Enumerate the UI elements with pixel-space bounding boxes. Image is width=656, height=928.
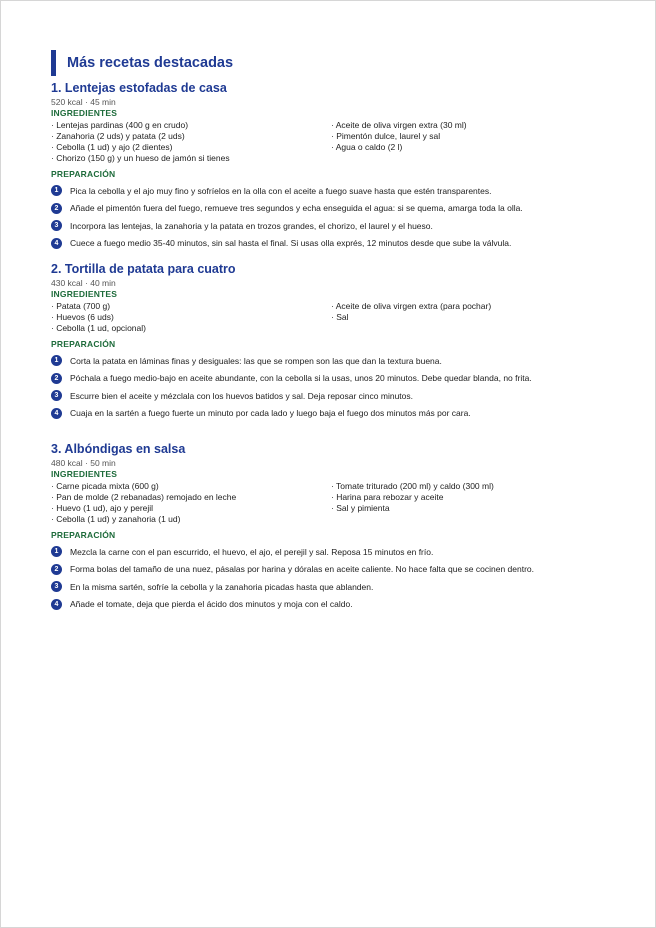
- ingredients-label: INGREDIENTES: [51, 289, 118, 299]
- ingredients-column-left: [51, 481, 331, 525]
- ingredients-column-right: [331, 120, 611, 164]
- ingredient-item: · Huevos (6 uds): [51, 312, 114, 322]
- step-item: [51, 561, 611, 579]
- step-text: Pica la cebolla y el ajo muy fino y sofríelos en la olla con el aceite a fuego suave hasta que estén transparentes.: [70, 185, 492, 196]
- step-item: [51, 370, 611, 388]
- ingredients-list: [51, 120, 611, 164]
- step-number-badge: 1: [51, 185, 62, 196]
- ingredient-item: · Pimentón dulce, laurel y sal: [331, 131, 441, 141]
- recipe-title: 1. Lentejas estofadas de casa: [51, 81, 227, 95]
- ingredient-item: · Sal y pimienta: [331, 503, 390, 513]
- step-item: [51, 578, 611, 596]
- step-text: En la misma sartén, sofríe la cebolla y la zanahoria picadas hasta que ablanden.: [70, 581, 374, 592]
- ingredients-label: INGREDIENTES: [51, 108, 118, 118]
- preparation-label: PREPARACIÓN: [51, 169, 116, 179]
- step-item: [51, 596, 611, 614]
- ingredient-item: · Aceite de oliva virgen extra (30 ml): [331, 120, 467, 130]
- recipe-meta: 430 kcal · 40 min: [51, 278, 116, 288]
- steps-list: [51, 543, 611, 613]
- ingredients-list: [51, 481, 611, 525]
- recipe-title: 2. Tortilla de patata para cuatro: [51, 262, 236, 276]
- preparation-label: PREPARACIÓN: [51, 530, 116, 540]
- step-number-badge: 3: [51, 220, 62, 231]
- ingredients-column-left: [51, 120, 331, 164]
- step-text: Póchala a fuego medio-bajo en aceite abundante, con la cebolla si la usas, unos 20 minutos. Debe quedar blanda, no frita.: [70, 373, 532, 384]
- ingredient-item: · Pan de molde (2 rebanadas) remojado en leche: [51, 492, 237, 502]
- recipe-meta: 520 kcal · 45 min: [51, 97, 116, 107]
- step-item: [51, 387, 611, 405]
- recipe-title: 3. Albóndigas en salsa: [51, 442, 186, 456]
- ingredient-item: · Cebolla (1 ud) y zanahoria (1 ud): [51, 514, 181, 524]
- ingredients-column-right: [331, 481, 611, 525]
- step-number-badge: 4: [51, 599, 62, 610]
- ingredient-item: · Harina para rebozar y aceite: [331, 492, 444, 502]
- steps-list: [51, 352, 611, 422]
- step-number-badge: 3: [51, 390, 62, 401]
- step-number-badge: 3: [51, 581, 62, 592]
- ingredients-list: [51, 301, 611, 334]
- step-number-badge: 1: [51, 355, 62, 366]
- step-number-badge: 2: [51, 564, 62, 575]
- section-header: [51, 50, 233, 76]
- ingredient-item: · Agua o caldo (2 l): [331, 142, 403, 152]
- step-text: Escurre bien el aceite y mézclala con los huevos batidos y sal. Deja reposar cinco minutos.: [70, 390, 414, 401]
- step-item: [51, 182, 611, 200]
- ingredient-item: · Tomate triturado (200 ml) y caldo (300 ml): [331, 481, 494, 491]
- step-number-badge: 1: [51, 546, 62, 557]
- ingredient-item: · Cebolla (1 ud, opcional): [51, 323, 146, 333]
- ingredient-item: · Huevo (1 ud), ajo y perejil: [51, 503, 154, 513]
- steps-list: [51, 182, 611, 252]
- ingredient-item: · Lentejas pardinas (400 g en crudo): [51, 120, 189, 130]
- step-item: [51, 235, 611, 253]
- ingredient-item: · Sal: [331, 312, 349, 322]
- step-item: [51, 200, 611, 218]
- step-number-badge: 4: [51, 408, 62, 419]
- step-item: [51, 405, 611, 423]
- ingredients-label: INGREDIENTES: [51, 469, 118, 479]
- recipe-lentejas: [51, 81, 611, 252]
- step-text: Añade el pimentón fuera del fuego, remueve tres segundos y echa enseguida el agua: si se quema, amarga toda la olla.: [70, 203, 523, 214]
- recipe-meta: 480 kcal · 50 min: [51, 458, 116, 468]
- step-number-badge: 4: [51, 238, 62, 249]
- step-item: [51, 352, 611, 370]
- ingredients-column-right: [331, 301, 611, 334]
- step-text: Cuaja en la sartén a fuego fuerte un minuto por cada lado y luego baja el fuego dos minutos más por cara.: [70, 408, 471, 419]
- ingredients-column-left: [51, 301, 331, 334]
- step-text: Mezcla la carne con el pan escurrido, el huevo, el ajo, el perejil y sal. Reposa 15 minutos en frío.: [70, 546, 434, 557]
- ingredient-item: · Zanahoria (2 uds) y patata (2 uds): [51, 131, 185, 141]
- ingredient-item: · Cebolla (1 ud) y ajo (2 dientes): [51, 142, 173, 152]
- ingredient-item: · Carne picada mixta (600 g): [51, 481, 159, 491]
- step-item: [51, 543, 611, 561]
- ingredient-item: · Chorizo (150 g) y un hueso de jamón si tienes: [51, 153, 230, 163]
- step-text: Incorpora las lentejas, la zanahoria y la patata en trozos grandes, el chorizo, el laurel y el hueso.: [70, 220, 433, 231]
- step-text: Corta la patata en láminas finas y desiguales: las que se rompen son las que dan la textura buena.: [70, 355, 442, 366]
- step-text: Forma bolas del tamaño de una nuez, pásalas por harina y dóralas en aceite caliente. No hace falta que se cocinen dentro.: [70, 564, 535, 575]
- step-text: Añade el tomate, deja que pierda el ácido dos minutos y moja con el caldo.: [70, 599, 353, 610]
- recipe-tortilla: [51, 262, 611, 422]
- section-accent-bar: [51, 50, 56, 76]
- step-number-badge: 2: [51, 373, 62, 384]
- step-text: Cuece a fuego medio 35-40 minutos, sin sal hasta el final. Si usas olla exprés, 12 minutos desde que sube la válvula.: [70, 238, 512, 249]
- section-title: Más recetas destacadas: [67, 55, 234, 71]
- ingredient-item: · Patata (700 g): [51, 301, 111, 311]
- step-item: [51, 217, 611, 235]
- step-number-badge: 2: [51, 203, 62, 214]
- recipe-albondigas: [51, 442, 611, 613]
- ingredient-item: · Aceite de oliva virgen extra (para pochar): [331, 301, 492, 311]
- preparation-label: PREPARACIÓN: [51, 339, 116, 349]
